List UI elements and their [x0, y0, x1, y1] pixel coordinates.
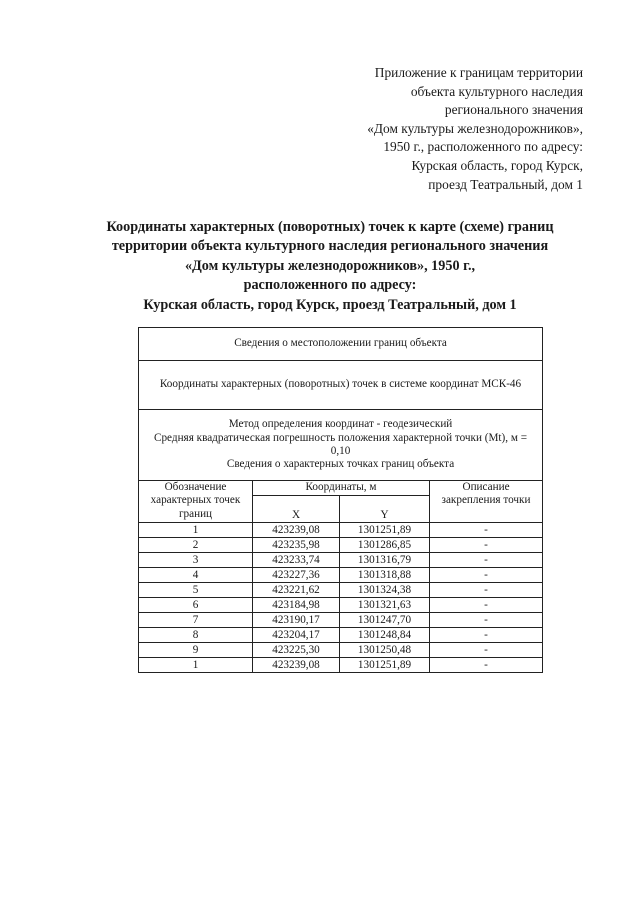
coord-y: 1301324,38 [340, 583, 430, 598]
appendix-line: Приложение к границам территории [374, 65, 583, 80]
section-location-heading: Сведения о местоположении границ объекта [139, 328, 543, 361]
point-number: 6 [139, 598, 253, 613]
table-row [139, 658, 543, 673]
point-description: - [430, 553, 543, 568]
coord-y: 1301251,89 [340, 658, 430, 673]
point-description: - [430, 598, 543, 613]
coord-y: 1301321,63 [340, 598, 430, 613]
coordinates-table [138, 327, 543, 673]
point-description: - [430, 613, 543, 628]
points-section-heading: Сведения о характерных точках границ объекта [226, 458, 455, 471]
title-line: расположенного по адресу: [243, 277, 417, 294]
point-number: 1 [139, 658, 253, 673]
coord-x: 423221,62 [253, 583, 340, 598]
table-header-row [139, 481, 543, 496]
appendix-line: объекта культурного наследия [410, 83, 583, 99]
point-number: 3 [139, 553, 253, 568]
point-description: - [430, 583, 543, 598]
coord-x: 423239,08 [253, 658, 340, 673]
coord-x: 423235,98 [253, 538, 340, 553]
table-row [139, 538, 543, 553]
title-line: Курская область, город Курск, проезд Театральный, дом 1 [143, 296, 517, 313]
appendix-line: регионального значения [444, 102, 583, 118]
point-description: - [430, 538, 543, 553]
point-number: 8 [139, 628, 253, 643]
table-row [139, 568, 543, 583]
point-description: - [430, 628, 543, 643]
table-row [139, 583, 543, 598]
appendix-note [367, 64, 583, 194]
coord-x: 423190,17 [253, 613, 340, 628]
appendix-line: «Дом культуры железнодорожников», [367, 120, 583, 136]
title-line: Координаты характерных (поворотных) точек к карте (схеме) границ [106, 219, 554, 235]
coord-y: 1301250,48 [340, 643, 430, 658]
col-header-x: X [253, 496, 340, 523]
coord-x: 423204,17 [253, 628, 340, 643]
col-header-point: Обозначение характерных точек границ [139, 481, 253, 523]
point-description: - [430, 523, 543, 538]
table-row [139, 613, 543, 628]
table-row [139, 523, 543, 538]
point-number: 9 [139, 643, 253, 658]
coord-x: 423184,98 [253, 598, 340, 613]
point-number: 4 [139, 568, 253, 583]
title-line: территории объекта культурного наследия регионального значения [111, 238, 549, 255]
coord-x: 423227,36 [253, 568, 340, 583]
coord-y: 1301247,70 [340, 613, 430, 628]
coord-y: 1301251,89 [340, 523, 430, 538]
col-header-coords: Координаты, м [253, 481, 430, 496]
point-description: - [430, 568, 543, 583]
coord-y: 1301316,79 [340, 553, 430, 568]
point-description: - [430, 658, 543, 673]
table-row [139, 643, 543, 658]
accuracy-text: Средняя квадратическая погрешность положения характерной точки (Mt), м = 0,10 [154, 431, 528, 457]
coord-y: 1301318,88 [340, 568, 430, 583]
appendix-line: 1950 г., расположенного по адресу: [383, 139, 583, 155]
coord-x: 423239,08 [253, 523, 340, 538]
method-text: Метод определения координат - геодезический [228, 418, 453, 431]
col-header-description: Описание закрепления точки [430, 481, 543, 523]
point-number: 7 [139, 613, 253, 628]
appendix-line: Курская область, город Курск, [411, 157, 583, 173]
point-number: 2 [139, 538, 253, 553]
coordinate-system-heading: Координаты характерных (поворотных) точек в системе координат МСК-46 [139, 361, 543, 410]
table-row [139, 598, 543, 613]
document-title [60, 218, 600, 315]
coord-x: 423225,30 [253, 643, 340, 658]
title-line: «Дом культуры железнодорожников», 1950 г., [184, 257, 476, 274]
table-row [139, 553, 543, 568]
table-row [139, 628, 543, 643]
appendix-line: проезд Театральный, дом 1 [428, 176, 583, 192]
coord-x: 423233,74 [253, 553, 340, 568]
point-number: 1 [139, 523, 253, 538]
point-number: 5 [139, 583, 253, 598]
point-description: - [430, 643, 543, 658]
col-header-y: Y [340, 496, 430, 523]
method-info-cell [139, 410, 543, 481]
coord-y: 1301286,85 [340, 538, 430, 553]
coord-y: 1301248,84 [340, 628, 430, 643]
